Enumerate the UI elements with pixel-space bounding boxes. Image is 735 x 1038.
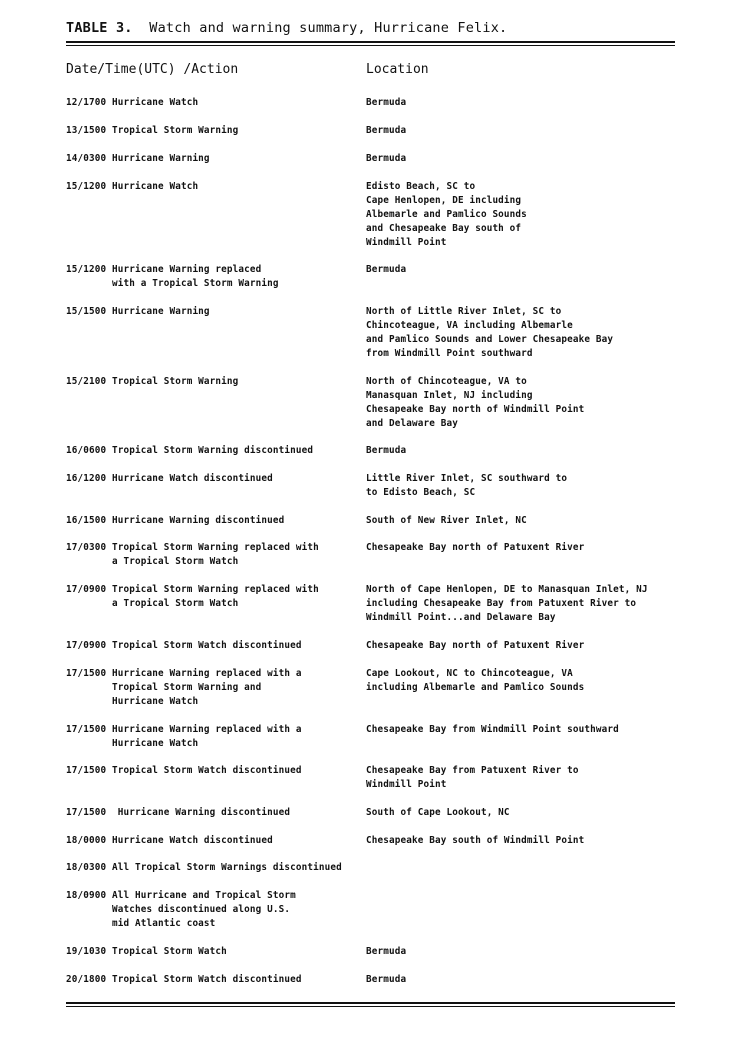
action-line: 17/1500 Tropical Storm Watch discontinued [66,765,302,776]
row-datetime-action [66,889,362,931]
row-datetime-action [66,639,362,653]
location-line: North of Chincoteague, VA to [366,376,527,387]
location-line: Bermuda [366,946,407,957]
row-datetime-action [66,305,362,319]
row-location [366,180,696,250]
location-line: from Windmill Point southward [366,348,533,359]
row-location [366,541,696,555]
row-location [366,583,696,625]
action-line: mid Atlantic coast [66,918,216,929]
location-line: Chesapeake Bay north of Patuxent River [366,640,585,651]
action-line: 16/1200 Hurricane Watch discontinued [66,473,273,484]
row-datetime-action [66,973,362,987]
row-location [366,764,696,792]
row-location [366,444,696,458]
row-datetime-action [66,861,362,875]
action-line: 14/0300 Hurricane Warning [66,153,210,164]
column-header-datetime-action: Date/Time(UTC) /Action [66,62,239,77]
row-datetime-action [66,945,362,959]
row-datetime-action [66,764,362,778]
action-line: a Tropical Storm Watch [66,598,239,609]
action-line: 12/1700 Hurricane Watch [66,97,199,108]
location-line: Windmill Point [366,237,447,248]
location-line: Bermuda [366,125,407,136]
location-line: Edisto Beach, SC to [366,181,476,192]
action-line: Hurricane Watch [66,696,199,707]
action-line: Tropical Storm Warning and [66,682,262,693]
action-line: 18/0000 Hurricane Watch discontinued [66,835,273,846]
location-line: and Delaware Bay [366,418,458,429]
action-line: 15/2100 Tropical Storm Warning [66,376,239,387]
row-datetime-action [66,723,362,751]
top-rule-thin [66,45,675,46]
row-datetime-action [66,152,362,166]
action-line: 17/1500 Hurricane Warning replaced with a [66,724,302,735]
action-line: Watches discontinued along U.S. [66,904,291,915]
location-line: and Pamlico Sounds and Lower Chesapeake Bay [366,334,614,345]
location-line: and Chesapeake Bay south of [366,223,522,234]
bottom-rule-thick [66,1002,675,1004]
action-line: 19/1030 Tropical Storm Watch [66,946,227,957]
action-line: with a Tropical Storm Warning [66,278,279,289]
row-location [366,639,696,653]
location-line: Bermuda [366,97,407,108]
table-caption: Watch and warning summary, Hurricane Felix. [149,20,508,36]
row-location [366,806,696,820]
column-header-location: Location [366,62,429,77]
row-location [366,472,696,500]
location-line: Chesapeake Bay from Windmill Point southward [366,724,619,735]
location-line: Chesapeake Bay south of Windmill Point [366,835,585,846]
location-line: Albemarle and Pamlico Sounds [366,209,527,220]
location-line: including Chesapeake Bay from Patuxent River to [366,598,637,609]
location-line: Manasquan Inlet, NJ including [366,390,533,401]
row-location [366,945,696,959]
location-line: Windmill Point [366,779,447,790]
row-location [366,305,696,361]
action-line: 17/0900 Tropical Storm Warning replaced with [66,584,319,595]
location-line: South of New River Inlet, NC [366,515,527,526]
location-line: Bermuda [366,153,407,164]
location-line: Bermuda [366,264,407,275]
action-line: 15/1200 Hurricane Watch [66,181,199,192]
table-number: TABLE 3. [66,20,133,36]
action-line: a Tropical Storm Watch [66,556,239,567]
action-line: 13/1500 Tropical Storm Warning [66,125,239,136]
row-location [366,375,696,431]
location-line: Cape Henlopen, DE including [366,195,522,206]
location-line: North of Little River Inlet, SC to [366,306,562,317]
location-line: Chesapeake Bay north of Windmill Point [366,404,585,415]
row-datetime-action [66,375,362,389]
bottom-rule-thin [66,1006,675,1007]
location-line: Bermuda [366,445,407,456]
location-line: South of Cape Lookout, NC [366,807,510,818]
action-line: 20/1800 Tropical Storm Watch discontinued [66,974,302,985]
row-location [366,834,696,848]
location-line: Chincoteague, VA including Albemarle [366,320,573,331]
action-line: 16/0600 Tropical Storm Warning discontinued [66,445,314,456]
row-datetime-action [66,180,362,194]
row-datetime-action [66,124,362,138]
row-location [366,514,696,528]
action-line: 15/1200 Hurricane Warning replaced [66,264,262,275]
location-line: Chesapeake Bay north of Patuxent River [366,542,585,553]
action-line: 17/0900 Tropical Storm Watch discontinued [66,640,302,651]
action-line: 17/1500 Hurricane Warning replaced with a [66,668,302,679]
action-line: 17/1500 Hurricane Warning discontinued [66,807,291,818]
location-line: including Albemarle and Pamlico Sounds [366,682,585,693]
location-line: Chesapeake Bay from Patuxent River to [366,765,579,776]
row-location [366,96,696,110]
row-location [366,263,696,277]
row-datetime-action [66,806,362,820]
row-location [366,667,696,695]
action-line: 15/1500 Hurricane Warning [66,306,210,317]
location-line: Windmill Point...and Delaware Bay [366,612,556,623]
row-datetime-action [66,541,362,569]
top-rule-thick [66,41,675,43]
row-datetime-action [66,472,362,486]
action-line: 17/0300 Tropical Storm Warning replaced with [66,542,319,553]
action-line: 16/1500 Hurricane Warning discontinued [66,515,285,526]
row-location [366,124,696,138]
row-location [366,973,696,987]
location-line: Bermuda [366,974,407,985]
action-line: 18/0300 All Tropical Storm Warnings discontinued [66,862,342,873]
row-datetime-action [66,444,362,458]
row-datetime-action [66,96,362,110]
action-line: Hurricane Watch [66,738,199,749]
location-line: North of Cape Henlopen, DE to Manasquan Inlet, NJ [366,584,648,595]
row-datetime-action [66,514,362,528]
location-line: to Edisto Beach, SC [366,487,476,498]
row-datetime-action [66,834,362,848]
row-datetime-action [66,263,362,291]
location-line: Cape Lookout, NC to Chincoteague, VA [366,668,573,679]
table-title [66,20,507,36]
action-line: 18/0900 All Hurricane and Tropical Storm [66,890,296,901]
row-location [366,723,696,737]
row-location [366,152,696,166]
row-datetime-action [66,583,362,611]
location-line: Little River Inlet, SC southward to [366,473,568,484]
row-datetime-action [66,667,362,709]
